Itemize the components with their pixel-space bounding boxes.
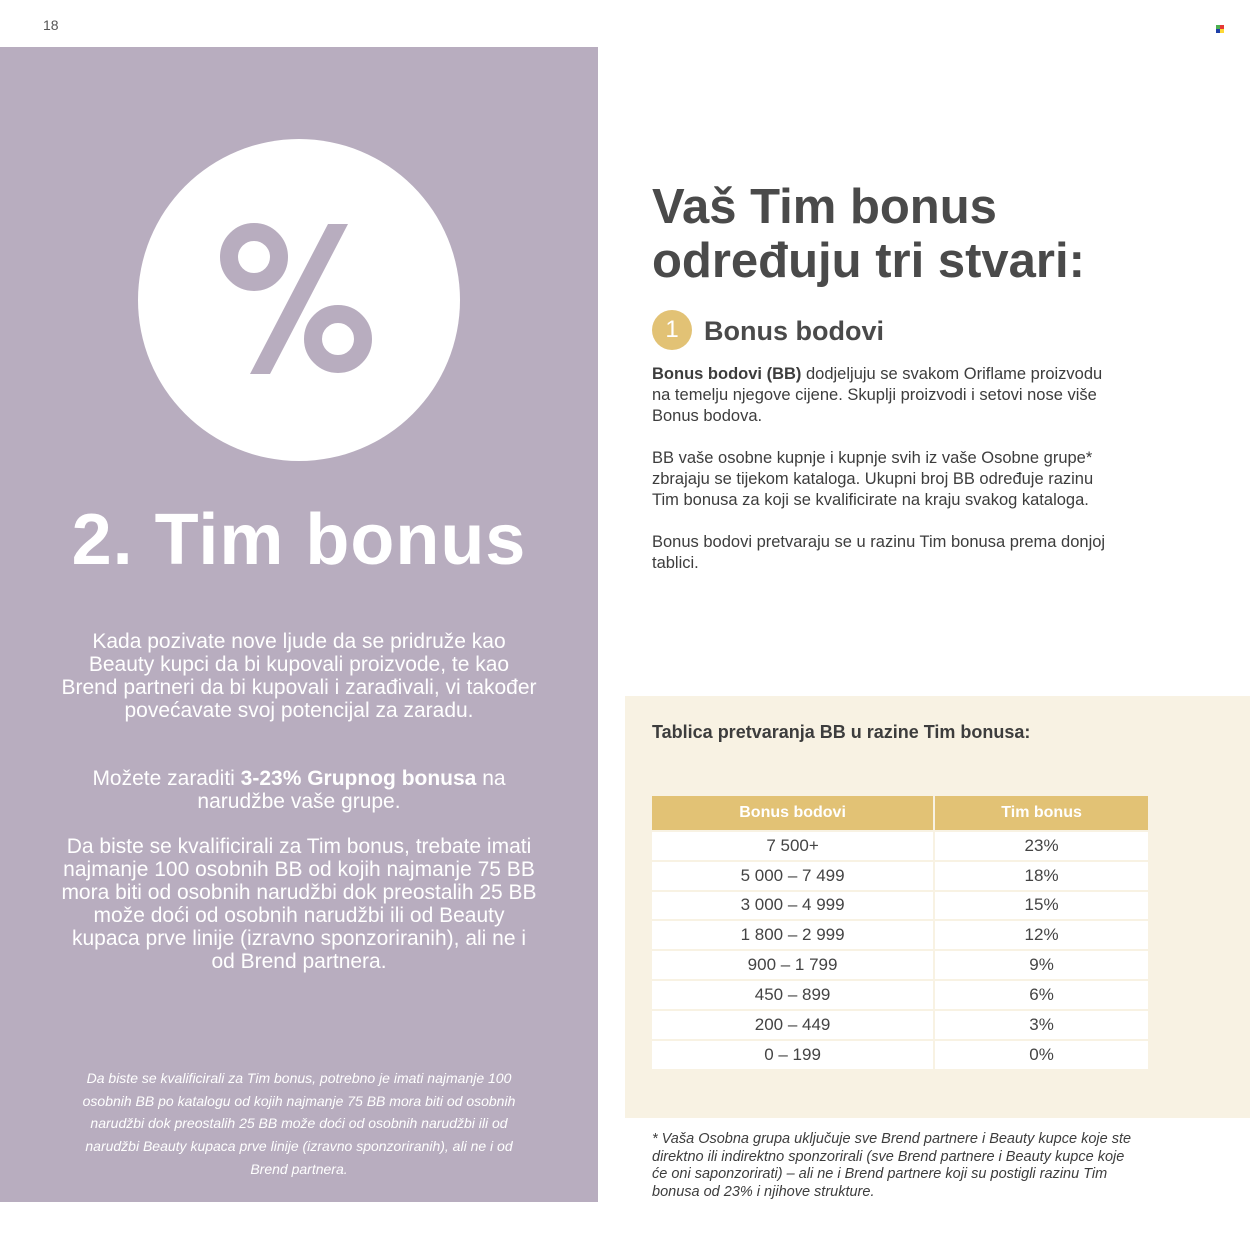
table-cell: 0%	[934, 1040, 1148, 1070]
table-cell: 3%	[934, 1010, 1148, 1040]
column-header: Bonus bodovi	[652, 796, 934, 831]
table-row	[652, 891, 1148, 921]
page-number: 18	[43, 17, 59, 33]
step-title: Bonus bodovi	[704, 316, 884, 346]
earnings-paragraph: Možete zaraditi 3-23% Grupnog bonusa na narudžbe vaše grupe.	[92, 767, 506, 813]
step-number-badge: 1	[652, 310, 692, 350]
table-cell: 6%	[934, 980, 1148, 1010]
table-title: Tablica pretvaranja BB u razine Tim bonusa:	[652, 722, 1031, 742]
table-row	[652, 831, 1148, 861]
qualification-paragraph: Da biste se kvalificirali za Tim bonus, trebate imati najmanje 100 osobnih BB od kojih najmanje 75 BB mora biti od osobnih narudžbi dok preostalih 25 BB može doći od osobnih narudžbi ili od Beauty kupaca prve linije (izravno sponzoriranih), ali ne i od Brend partnera.	[61, 835, 537, 973]
table-cell: 0 – 199	[652, 1040, 934, 1070]
table-row	[652, 980, 1148, 1010]
page-title: Vaš Tim bonus određuju tri stvari:	[652, 180, 1085, 288]
brand-logo-icon	[1216, 25, 1224, 33]
group-paragraph: BB vaše osobne kupnje i kupnje svih iz vaše Osobne grupe* zbrajaju se tijekom kataloga. Ukupni broj BB određuje razinu Tim bonusa za koji se kvalificirate na kraju svakog kataloga.	[652, 449, 1094, 509]
qualification-note: Da biste se kvalificirali za Tim bonus, potrebno je imati najmanje 100 osobnih BB po katalogu od kojih najmanje 75 BB mora biti od osobnih narudžbi dok preostalih 25 BB može doći od osobnih narudžbi ili od narudžbi Beauty kupaca prve linije (izravno sponzoriranih), ali ne i od Brend partnera.	[82, 1070, 516, 1177]
table-cell: 3 000 – 4 999	[652, 891, 934, 921]
conversion-table	[652, 796, 1148, 1069]
percent-icon	[138, 139, 460, 461]
column-header: Tim bonus	[934, 796, 1148, 831]
section-title: 2. Tim bonus	[71, 500, 527, 580]
table-cell: 7 500+	[652, 831, 934, 861]
table-cell: 12%	[934, 920, 1148, 950]
table-row	[652, 861, 1148, 891]
table-cell: 18%	[934, 861, 1148, 891]
left-panel	[0, 47, 598, 1202]
table-row	[652, 920, 1148, 950]
table-cell: 900 – 1 799	[652, 950, 934, 980]
bb-paragraph: Bonus bodovi (BB) dodjeljuju se svakom Oriflame proizvodu na temelju njegove cijene. Skuplji proizvodi i setovi nose više Bonus bodova.	[652, 365, 1103, 425]
table-row	[652, 950, 1148, 980]
table-cell: 5 000 – 7 499	[652, 861, 934, 891]
intro-paragraph: Kada pozivate nove ljude da se pridruže kao Beauty kupci da bi kupovali proizvode, te kao Brend partneri da bi kupovali i zarađivali, vi također povećavate svoj potencijal za zaradu.	[61, 630, 537, 722]
table-row	[652, 1040, 1148, 1070]
footnote: * Vaša Osobna grupa uključuje sve Brend partnere i Beauty kupce koje ste direktno ili indirektno sponzorirali (sve Brend partnere i Beauty kupce koje će oni saponzorirati) – ali ne i Brend partnere koji su postigli razinu Tim bonusa od 23% i njihove strukture.	[652, 1131, 1132, 1201]
table-row	[652, 1010, 1148, 1040]
table-cell: 450 – 899	[652, 980, 934, 1010]
table-cell: 15%	[934, 891, 1148, 921]
table-cell: 200 – 449	[652, 1010, 934, 1040]
table-cell: 1 800 – 2 999	[652, 920, 934, 950]
table-cell: 9%	[934, 950, 1148, 980]
table-cell: 23%	[934, 831, 1148, 861]
conversion-paragraph: Bonus bodovi pretvaraju se u razinu Tim bonusa prema donjoj tablici.	[652, 533, 1106, 572]
